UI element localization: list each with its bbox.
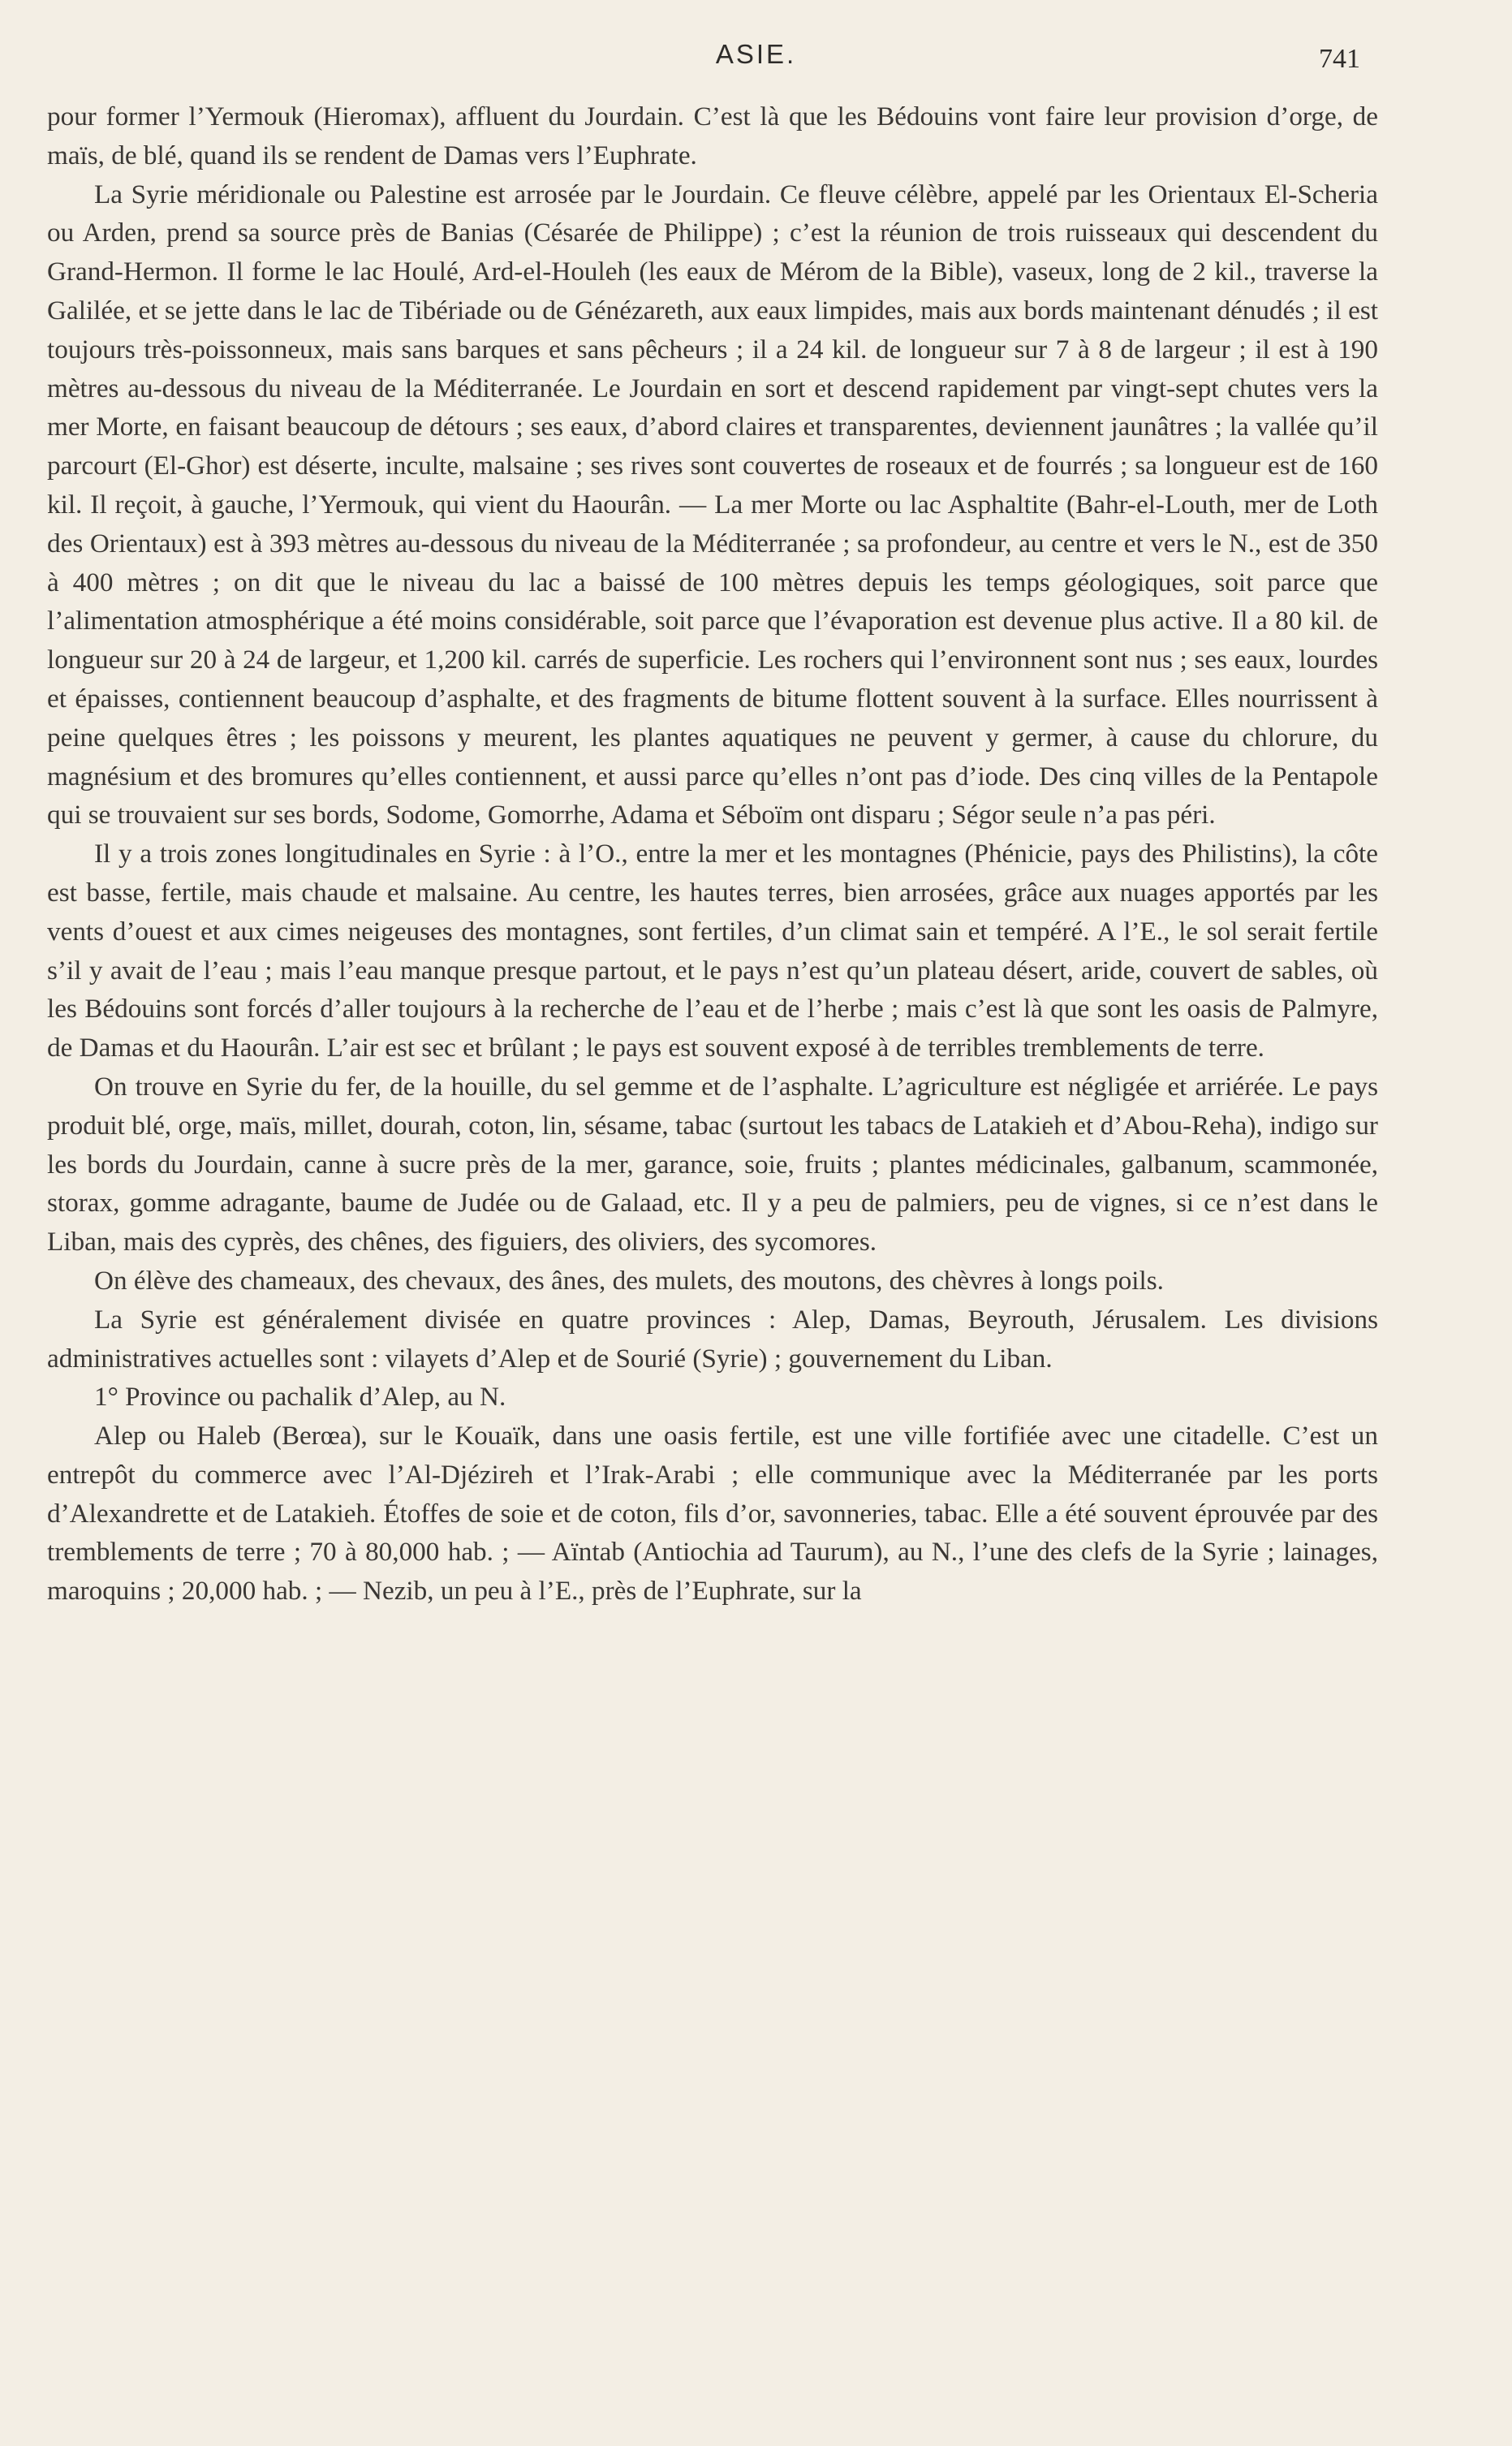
paragraph-1: pour former l’Yermouk (Hieromax), affluent du Jourdain. C’est là que les Bédouins vont faire leur provision d’orge, de maïs, de blé, quand ils se rendent de Damas vers l’Euphrate. [47,101,1378,170]
paragraph-4: On trouve en Syrie du fer, de la houille, du sel gemme et de l’asphalte. L’agriculture est négligée et arriérée. Le pays produit blé, orge, maïs, millet, dourah, coton, lin, sésame, tabac (surtout les tabacs de Latakieh et d’Abou-Reha), indigo sur les bords du Jourdain, canne à sucre près de la mer, garance, soie, fruits ; plantes médicinales, galbanum, scammonée, storax, gomme adragante, baume de Judée ou de Galaad, etc. Il y a peu de palmiers, peu de vignes, si ce n’est dans le Liban, mais des cyprès, des chênes, des figuiers, des oliviers, des sycomores. [47,1071,1378,1258]
page-number: 741 [1319,44,1360,74]
paragraph-3: Il y a trois zones longitudinales en Syrie : à l’O., entre la mer et les montagnes (Phénicie, pays des Philistins), la côte est basse, fertile, mais chaude et malsaine. Au centre, les hautes terres, bien arrosées, grâce aux nuages apportés par les vents d’ouest et aux cimes neigeuses des montagnes, sont fertiles, d’un climat sain et tempéré. A l’E., le sol serait fertile s’il y avait de l’eau ; mais l’eau manque presque partout, et le pays n’est qu’un plateau désert, aride, couvert de sables, où les Bédouins sont forcés d’aller toujours à la recherche de l’eau et de l’herbe ; mais c’est là que sont les oasis de Palmyre, de Damas et du Haourân. L’air est sec et brûlant ; le pays est souvent exposé à de terribles tremblements de terre. [47,839,1378,1063]
section-heading-alep: 1° Province ou pachalik d’Alep, au N. [94,1382,506,1413]
running-title: ASIE. [715,39,797,69]
paragraph-2: La Syrie méridionale ou Palestine est arrosée par le Jourdain. Ce fleuve célèbre, appelé par les Orientaux El-Scheria ou Arden, prend sa source près de Banias (Césarée de Philippe) ; c’est la réunion de trois ruisseaux qui descendent du Grand-Hermon. Il forme le lac Houlé, Ard-el-Houleh (les eaux de Mérom de la Bible), vaseux, long de 2 kil., traverse la Galilée, et se jette dans le lac de Tibériade ou de Génézareth, aux eaux limpides, mais aux bords maintenant dénudés ; il est toujours très-poissonneux, mais sans barques et sans pêcheurs ; il a 24 kil. de longueur sur 7 à 8 de largeur ; il est à 190 mètres au-dessous du niveau de la Méditerranée. Le Jourdain en sort et descend rapidement par vingt-sept chutes vers la mer Morte, en faisant beaucoup de détours ; ses eaux, d’abord claires et transparentes, deviennent jaunâtres ; la vallée qu’il parcourt (El-Ghor) est déserte, inculte, malsaine ; ses rives sont couvertes de roseaux et de fourrés ; sa longueur est de 160 kil. Il reçoit, à gauche, l’Yermouk, qui vient du Haourân. — La mer Morte ou lac Asphaltite (Bahr-el-Louth, mer de Loth des Orientaux) est à 393 mètres au-dessous du niveau de la Méditerranée ; sa profondeur, au centre et vers le N., est de 350 à 400 mètres ; on dit que le niveau du lac a baissé de 100 mètres depuis les temps géologiques, soit parce que l’alimentation atmosphérique a été moins considérable, soit parce que l’évaporation est devenue plus active. Il a 80 kil. de longueur sur 20 à 24 de largeur, et 1,200 kil. carrés de superficie. Les rochers qui l’environnent sont nus ; ses eaux, lourdes et épaisses, contiennent beaucoup d’asphalte, et des fragments de bitume flottent souvent à la surface. Elles nourrissent à peine quelques êtres ; les poissons y meurent, les plantes aquatiques ne peuvent y germer, à cause du chlorure, du magnésium et des bromures qu’elles contiennent, et aussi parce qu’elles n’ont pas d’iode. Des cinq villes de la Pentapole qui se trouvaient sur ses bords, Sodome, Gomorrhe, Adama et Séboïm ont disparu ; Ségor seule n’a pas péri. [47,179,1378,830]
text-body [47,97,1378,1611]
paragraph-alep: Alep ou Haleb (Berœa), sur le Kouaïk, dans une oasis fertile, est une ville fortifiée avec une citadelle. C’est un entrepôt du commerce avec l’Al-Djézireh et l’Irak-Arabi ; elle communique avec la Méditerranée par les ports d’Alexandrette et de Latakieh. Étoffes de soie et de coton, fils d’or, savonneries, tabac. Elle a été souvent éprouvée par des tremblements de terre ; 70 à 80,000 hab. ; — Aïntab (Antiochia ad Taurum), au N., l’une des clefs de la Syrie ; lainages, maroquins ; 20,000 hab. ; — Nezib, un peu à l’E., près de l’Euphrate, sur la [47,1421,1378,1607]
paragraph-5: On élève des chameaux, des chevaux, des ânes, des mulets, des moutons, des chèvres à longs poils. [94,1265,1164,1296]
paragraph-6: La Syrie est généralement divisée en quatre provinces : Alep, Damas, Beyrouth, Jérusalem. Les divisions administratives actuelles sont : vilayets d’Alep et de Sourié (Syrie) ; gouvernement du Liban. [47,1304,1378,1374]
